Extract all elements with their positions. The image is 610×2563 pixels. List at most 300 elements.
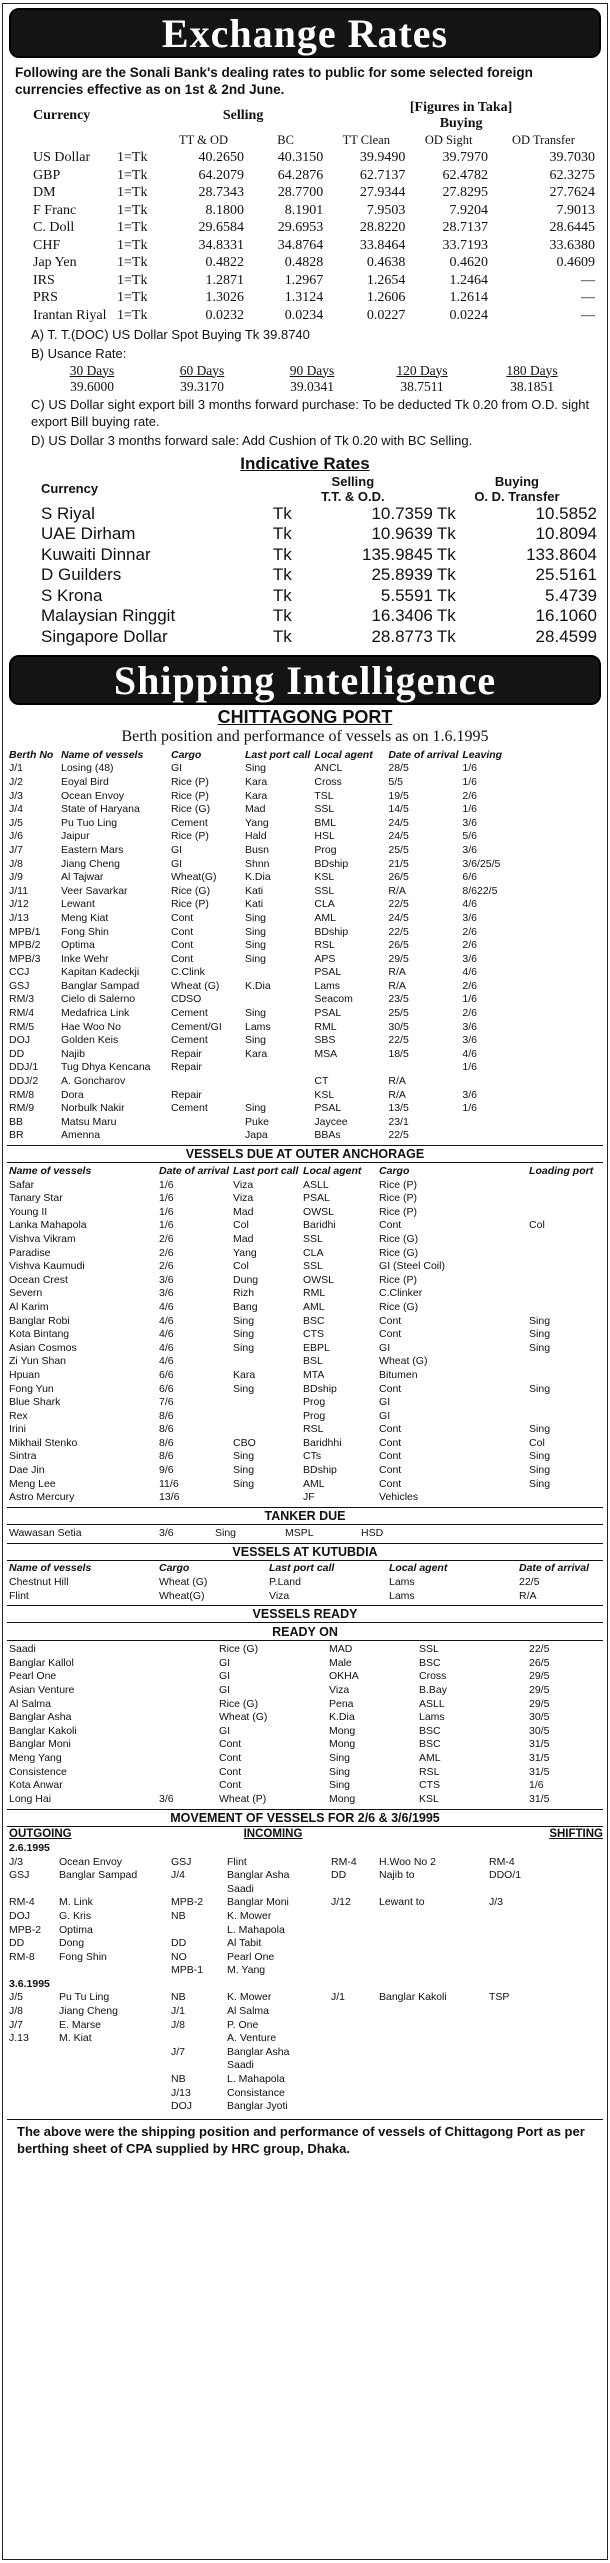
indicative-row-cell: Singapore Dollar <box>41 626 168 646</box>
outer-row-cell: 6/6 <box>159 1382 174 1395</box>
movement-table <box>7 1828 605 2113</box>
fx-row-cell: F Franc <box>33 202 77 218</box>
outer-row-cell: Rice (G) <box>379 1232 419 1245</box>
outer-row <box>7 1355 605 1369</box>
berth-row-cell: Al Tajwar <box>61 871 104 884</box>
outer-row-cell: Vishva Vikram <box>9 1232 76 1245</box>
indicative-row-cell: UAE Dirham <box>41 524 136 544</box>
indicative-row-cell: 28.4599 <box>535 626 597 646</box>
outer-row-cell: CTS <box>303 1328 325 1341</box>
berth-row-cell: BB <box>9 1115 24 1128</box>
kutubdia-title: VESSELS AT KUTUBDIA <box>7 1543 603 1561</box>
berth-row-cell: Rice (G) <box>171 884 211 897</box>
fx-row-cell: 0.4822 <box>205 255 244 271</box>
berth-row <box>7 816 605 830</box>
outer-row-cell: Cont <box>379 1314 402 1327</box>
berth-row-cell: Losing (48) <box>61 762 114 775</box>
fx-row-cell: 28.7137 <box>442 220 488 236</box>
berth-row-cell: A. Goncharov <box>61 1075 126 1088</box>
ready-row-cell: Cont <box>219 1738 242 1751</box>
movement-row <box>7 1855 605 1869</box>
outer-row-cell: 11/6 <box>159 1477 179 1490</box>
berth-row-cell: Cont <box>171 939 194 952</box>
outer-row-cell: CTs <box>303 1450 322 1463</box>
ready-row-cell: Cont <box>219 1779 242 1792</box>
berth-row-cell: C.Clink <box>171 966 205 979</box>
movement-row-cell: Saadi <box>227 1882 254 1895</box>
movement-row-cell: DOJ <box>9 1909 30 1922</box>
berth-row-cell: 22/5 <box>388 1034 409 1047</box>
outer-row-cell: Lanka Mahapola <box>9 1219 87 1232</box>
berth-row-cell: Fong Shin <box>61 925 109 938</box>
ready-row-cell: B.Bay <box>419 1684 448 1697</box>
kutubdia-row <box>7 1589 605 1603</box>
ready-row-cell: Banglar Kakoli <box>9 1724 77 1737</box>
movement-row-cell <box>377 1841 487 1855</box>
mv-head-outgoing: OUTGOING <box>9 1828 72 1841</box>
outer-row-cell: Rice (P) <box>379 1192 417 1205</box>
movement-row-cell <box>547 1909 605 1923</box>
berth-row-cell: SSL <box>314 884 335 897</box>
berth-row-cell: Rice (P) <box>171 775 209 788</box>
berth-row-cell: Cement <box>171 1007 208 1020</box>
outer-row-cell: Rice (P) <box>379 1178 417 1191</box>
berth-row-cell: 22/5 <box>388 1129 409 1142</box>
movement-row-cell <box>547 2018 605 2032</box>
movement-title: MOVEMENT OF VESSELS FOR 2/6 & 3/6/1995 <box>7 1809 603 1827</box>
fx-row-cell: 62.4782 <box>442 167 488 183</box>
ready-row-cell <box>157 1642 217 1656</box>
outer-row-cell: Sing <box>529 1328 551 1341</box>
movement-row <box>7 2018 605 2032</box>
berth-row-cell: Repair <box>171 1047 202 1060</box>
movement-row-cell <box>57 1841 169 1855</box>
fx-row <box>31 202 597 220</box>
fx-row-cell: 1.2614 <box>449 290 488 306</box>
movement-row-cell: Banglar Moni <box>227 1896 289 1909</box>
outer-row-cell: Blue Shark <box>9 1396 61 1409</box>
berth-row <box>7 843 605 857</box>
movement-row-cell: J/1 <box>331 1991 346 2004</box>
outer-row-cell <box>231 1409 301 1423</box>
berth-row-cell: Lewant <box>61 898 95 911</box>
berth-row <box>7 1101 605 1115</box>
outer-row <box>7 1314 605 1328</box>
berth-row-cell: 5/6 <box>462 830 477 843</box>
berth-row-cell: R/A <box>388 979 406 992</box>
indicative-row-cell: Kuwaiti Dinnar <box>41 544 151 564</box>
ready-row <box>7 1683 605 1697</box>
kutubdia-row-cell: R/A <box>519 1589 537 1602</box>
fx-row-cell: 0.4638 <box>366 255 406 271</box>
ready-row-cell: Sing <box>329 1779 351 1792</box>
movement-row <box>7 1882 605 1896</box>
movement-row-cell: Banglar Sampad <box>59 1869 138 1882</box>
movement-row-cell <box>487 1841 547 1855</box>
fx-row-cell: 29.6584 <box>198 220 244 236</box>
fx-row-cell: 8.1800 <box>205 202 244 218</box>
berth-row-cell: CDSO <box>171 993 202 1006</box>
berth-row <box>7 884 605 898</box>
movement-row-cell <box>377 1882 487 1896</box>
movement-row-cell: Banglar Kakoli <box>379 1991 447 2004</box>
usance-rate: 39.3170 <box>180 378 224 394</box>
berth-row-cell: RM/9 <box>9 1102 35 1115</box>
berth-row-cell: Hae Woo No <box>61 1020 121 1033</box>
outer-row-cell: Sing <box>233 1477 255 1490</box>
fx-row-cell: 28.7700 <box>277 185 324 201</box>
fx-row-cell: 0.0224 <box>449 307 488 323</box>
movement-row-cell <box>377 1950 487 1964</box>
outer-row <box>7 1423 605 1437</box>
berth-row-cell: Cement/GI <box>171 1020 222 1033</box>
ready-row-cell: Mong <box>329 1738 356 1751</box>
berth-row-cell: Rice (P) <box>171 898 209 911</box>
indicative-row <box>39 606 599 627</box>
outer-row-cell: Vehicles <box>379 1491 419 1504</box>
outer-row-cell: Prog <box>303 1396 326 1409</box>
outer-row-cell: Yang <box>233 1246 257 1259</box>
berth-row-cell: Jaycee <box>314 1115 348 1128</box>
outer-row <box>7 1395 605 1409</box>
indicative-row <box>39 627 599 648</box>
indicative-row-cell: Tk <box>436 503 456 523</box>
outer-row <box>7 1273 605 1287</box>
movement-row-cell <box>57 1977 169 1991</box>
outer-row-cell: Sing <box>529 1382 551 1395</box>
movement-row-cell <box>547 1882 605 1896</box>
berth-row-cell: 13/5 <box>388 1102 409 1115</box>
movement-row-cell <box>487 1977 547 1991</box>
fx-row-cell: 1=Tk <box>117 255 148 271</box>
outer-row-cell: Meng Lee <box>9 1477 56 1490</box>
movement-row-cell <box>329 1977 377 1991</box>
movement-row-cell: J/7 <box>9 2018 24 2031</box>
fx-row-cell: Jap Yen <box>33 255 77 271</box>
berth-row <box>7 1074 605 1088</box>
outer-row-cell: Sing <box>529 1341 551 1354</box>
outer-row-cell: PSAL <box>303 1192 330 1205</box>
exchange-rate-table <box>31 100 597 325</box>
movement-row-cell: J/1 <box>171 2005 186 2018</box>
outer-row-cell: 3/6 <box>159 1287 174 1300</box>
indicative-row-cell: S Riyal <box>41 503 95 523</box>
berth-row-cell: MPB/3 <box>9 952 41 965</box>
outer-row-cell <box>231 1490 301 1504</box>
ready-row-cell: Asian Venture <box>9 1684 75 1697</box>
ready-row-cell: 31/5 <box>529 1765 550 1778</box>
fx-row-cell: 7.9204 <box>449 202 488 218</box>
outer-row-cell: 9/6 <box>159 1464 174 1477</box>
berth-row-cell: Hald <box>245 830 267 843</box>
usance-rate: 38.7511 <box>400 378 444 394</box>
movement-row <box>7 1841 605 1855</box>
movement-row-cell <box>7 2099 57 2113</box>
berth-row <box>7 1088 605 1102</box>
berth-row-cell: State of Haryana <box>61 803 140 816</box>
fx-row-cell: 28.8220 <box>359 220 406 236</box>
outer-row-cell: Sing <box>529 1423 551 1436</box>
movement-row-cell <box>329 2045 377 2059</box>
outer-row-cell: 13/6 <box>159 1491 180 1504</box>
berth-row-cell: 4/6 <box>462 966 477 979</box>
movement-row-cell: K. Mower <box>227 1909 272 1922</box>
indicative-table <box>39 474 599 648</box>
outer-row-cell: Col <box>233 1260 249 1273</box>
movement-row-cell: L. Mahapola <box>227 2073 285 2086</box>
movement-row-cell: J/4 <box>171 1869 186 1882</box>
movement-row <box>7 1950 605 1964</box>
berth-row-cell: MPB/2 <box>9 939 41 952</box>
ready-row-cell: 30/5 <box>529 1724 550 1737</box>
ready-row-cell <box>157 1751 217 1765</box>
ready-row-cell: Cont <box>219 1751 242 1764</box>
outer-row-cell: Mad <box>233 1232 254 1245</box>
ready-row-cell: Mong <box>329 1792 356 1805</box>
berth-row <box>7 952 605 966</box>
outer-row-cell <box>527 1300 605 1314</box>
outer-head-date: Date of arrival <box>159 1165 230 1178</box>
berth-row-cell: J/1 <box>9 762 24 775</box>
outer-row-cell: Fong Yun <box>9 1382 54 1395</box>
ind-head-buying-sub: O. D. Transfer <box>474 488 560 504</box>
outer-row-cell: 3/6 <box>159 1273 174 1286</box>
tanker-title: TANKER DUE <box>7 1507 603 1525</box>
note-c: C) US Dollar sight export bill 3 months forward purchase: To be deducted Tk 0.20 from O.D. sight export Bill buying rate. <box>31 396 590 429</box>
outer-row-cell: Safar <box>9 1178 35 1191</box>
newspaper-page <box>2 3 608 2560</box>
fx-row-cell: 62.7137 <box>359 167 406 183</box>
movement-row <box>7 2072 605 2086</box>
fx-head-currency: Currency <box>33 108 91 123</box>
usance-period: 60 Days <box>179 362 225 378</box>
berth-row-cell <box>243 1061 312 1075</box>
movement-row-cell <box>547 2099 605 2113</box>
fx-row-cell: GBP <box>33 167 61 183</box>
fx-row-cell: 62.3275 <box>549 167 595 183</box>
ready-row-cell: SSL <box>419 1643 439 1656</box>
movement-row <box>7 1909 605 1923</box>
movement-row-cell <box>329 1964 377 1978</box>
berth-row-cell: 3/6 <box>462 1020 477 1033</box>
berth-row-cell: Medafrica Link <box>61 1007 130 1020</box>
ready-row-cell: 3/6 <box>159 1792 174 1805</box>
berth-row-cell: DDJ/1 <box>9 1061 39 1074</box>
indicative-row-cell: 5.4739 <box>545 585 597 605</box>
ready-row <box>7 1765 605 1779</box>
ready-row-cell: Kota Anwar <box>9 1779 63 1792</box>
movement-row-cell <box>487 1936 547 1950</box>
outer-row-cell: Rice (P) <box>379 1205 417 1218</box>
outer-head-cargo: Cargo <box>379 1165 410 1178</box>
berth-row-cell: Lams <box>314 979 341 992</box>
movement-row-cell <box>57 2072 169 2086</box>
movement-row-cell <box>487 2045 547 2059</box>
fx-row-cell: 64.2079 <box>198 167 244 183</box>
fx-row-cell: 1=Tk <box>117 150 148 166</box>
outer-row-cell: Mad <box>233 1205 254 1218</box>
movement-row-cell <box>169 1882 225 1896</box>
berth-row-cell: 19/5 <box>388 789 409 802</box>
exchange-rates-title: Exchange Rates <box>161 10 449 56</box>
movement-row-cell: L. Mahapola <box>227 1923 285 1936</box>
ready-row-cell: 31/5 <box>529 1751 550 1764</box>
movement-row-cell <box>547 2059 605 2073</box>
fx-row-cell: 33.7193 <box>442 237 488 253</box>
berth-row-cell: Golden Keis <box>61 1034 119 1047</box>
movement-row-cell <box>487 2099 547 2113</box>
fx-head-tt-clean: TT Clean <box>342 133 390 148</box>
fx-row-cell: 1.3124 <box>284 290 324 306</box>
outer-row-cell: BSC <box>303 1314 325 1327</box>
movement-row-cell <box>329 2018 377 2032</box>
outer-row-cell: 4/6 <box>159 1314 174 1327</box>
berth-row-cell: 8/622/5 <box>462 884 498 897</box>
outer-row-cell <box>527 1246 605 1260</box>
kutubdia-row-cell: Wheat (G) <box>159 1576 208 1589</box>
berth-row-cell: Prog <box>314 843 337 856</box>
movement-row-cell <box>487 2072 547 2086</box>
outer-row <box>7 1409 605 1423</box>
ready-table <box>7 1642 605 1805</box>
outer-row-cell: Al Karim <box>9 1300 49 1313</box>
outer-row-cell: Kota Bintang <box>9 1328 70 1341</box>
outer-row <box>7 1232 605 1246</box>
outer-row-cell: OWSL <box>303 1273 334 1286</box>
fx-head-tt-od: TT & OD <box>178 133 229 148</box>
ready-row <box>7 1792 605 1806</box>
berth-row-cell: 26/5 <box>388 871 409 884</box>
outer-row-cell: Sing <box>233 1464 255 1477</box>
outer-row-cell: 1/6 <box>159 1219 174 1232</box>
indicative-row-cell: Tk <box>436 626 456 646</box>
outer-row <box>7 1259 605 1273</box>
indicative-row-cell: 10.9639 <box>371 524 433 544</box>
movement-row-cell: Al Tabit <box>227 1937 262 1950</box>
movement-row-cell: A. Venture <box>227 2032 277 2045</box>
berth-row-cell: GSJ <box>9 979 30 992</box>
fx-head-od-sight: OD Sight <box>424 133 473 148</box>
outer-row-cell: 8/6 <box>159 1423 174 1436</box>
fx-row-cell: 1.2464 <box>449 272 488 288</box>
movement-row-cell: Dong <box>59 1937 85 1950</box>
movement-row-cell <box>57 1882 169 1896</box>
berth-row-cell: ANCL <box>314 762 343 775</box>
outer-row <box>7 1287 605 1301</box>
kutubdia-row-cell: P.Land <box>269 1576 301 1589</box>
tanker-row-cell: HSD <box>361 1526 384 1539</box>
movement-row-cell: Banglar Asha <box>227 1869 290 1882</box>
berth-row-cell: Yang <box>245 816 269 829</box>
outer-row-cell: Vishva Kaumudi <box>9 1260 85 1273</box>
berth-title: Berth position and performance of vessels as on 1.6.1995 <box>121 728 489 745</box>
berth-row-cell: CT <box>314 1075 329 1088</box>
outer-row-cell: Viza <box>233 1178 254 1191</box>
kutubdia-row-cell: Lams <box>389 1589 415 1602</box>
berth-row-cell: Lams <box>245 1020 271 1033</box>
outer-row-cell: 7/6 <box>159 1396 174 1409</box>
outer-row-cell: OWSL <box>303 1205 334 1218</box>
berth-row-cell: SSL <box>314 803 335 816</box>
berth-row-cell: AML <box>314 911 336 924</box>
berth-row-cell: 2/6 <box>462 939 477 952</box>
movement-row-cell <box>377 2099 487 2113</box>
outer-row <box>7 1219 605 1233</box>
fx-row-cell: 39.7970 <box>442 150 488 166</box>
berth-row <box>7 993 605 1007</box>
berth-row-cell: K.Dia <box>245 871 271 884</box>
fx-row-cell: 0.4620 <box>449 255 488 271</box>
tanker-table <box>7 1526 605 1540</box>
berth-row <box>7 830 605 844</box>
berth-row-cell: DOJ <box>9 1034 30 1047</box>
fx-row-cell: 27.9344 <box>359 185 406 201</box>
fx-row <box>31 220 597 238</box>
ready-row-cell: KSL <box>419 1792 439 1805</box>
outer-row-cell: JF <box>303 1491 315 1504</box>
ready-row-cell: Lams <box>419 1711 445 1724</box>
ready-row-cell: Pearl One <box>9 1670 57 1683</box>
outer-head-loading: Loading port <box>529 1165 594 1178</box>
indicative-row-cell: Tk <box>436 524 456 544</box>
tanker-row <box>7 1526 605 1540</box>
outer-row-cell: Zi Yun Shan <box>9 1355 67 1368</box>
movement-row-cell <box>487 2018 547 2032</box>
movement-row-cell <box>169 2031 225 2045</box>
fx-head-bc: BC <box>277 133 294 148</box>
berth-row-cell: Jiang Cheng <box>61 857 120 870</box>
indicative-row-cell: 5.5591 <box>380 585 433 605</box>
movement-row-cell <box>547 1936 605 1950</box>
berth-row-cell: 6/6 <box>462 871 477 884</box>
berth-row-cell: 3/6 <box>462 843 477 856</box>
outer-row-cell: C.Clinker <box>379 1287 423 1300</box>
berth-head-date: Date of arrival <box>388 748 459 761</box>
outer-row-cell: Rizh <box>233 1287 255 1300</box>
movement-row-cell <box>169 1977 225 1991</box>
movement-row-cell <box>377 1977 487 1991</box>
berth-row-cell: 25/5 <box>388 843 409 856</box>
outer-row <box>7 1436 605 1450</box>
movement-row-cell: Saadi <box>227 2059 254 2072</box>
movement-row-cell: Ocean Envoy <box>59 1855 123 1868</box>
outer-row <box>7 1463 605 1477</box>
berth-row-cell: 24/5 <box>388 816 409 829</box>
outer-row-cell: Col <box>529 1219 545 1232</box>
fx-row <box>31 167 597 185</box>
outer-row-cell: CLA <box>303 1246 324 1259</box>
berth-row-cell: J/7 <box>9 843 24 856</box>
movement-row-cell <box>547 2086 605 2100</box>
berth-row-cell: Repair <box>171 1061 202 1074</box>
note-a: A) T. T.(DOC) US Dollar Spot Buying Tk 39.8740 <box>31 326 310 342</box>
fx-row-cell: Irantan Riyal <box>33 307 107 323</box>
fx-row-cell: 0.0234 <box>284 307 324 323</box>
outer-row-cell: 6/6 <box>159 1368 174 1381</box>
outer-row <box>7 1490 605 1504</box>
outer-row-cell: Sing <box>529 1450 551 1463</box>
ready-row <box>7 1778 605 1792</box>
berth-row-cell: 1/6 <box>462 1102 477 1115</box>
berth-row-cell: Najib <box>61 1047 85 1060</box>
outer-row-cell: Sing <box>233 1341 255 1354</box>
usance-rate: 38.1851 <box>510 378 554 394</box>
ready-row-cell <box>157 1656 217 1670</box>
fx-row-cell: C. Doll <box>33 220 75 236</box>
kutubdia-row-cell: Flint <box>9 1589 29 1602</box>
berth-row-cell: J/9 <box>9 871 24 884</box>
outer-row-cell: BDship <box>303 1464 337 1477</box>
